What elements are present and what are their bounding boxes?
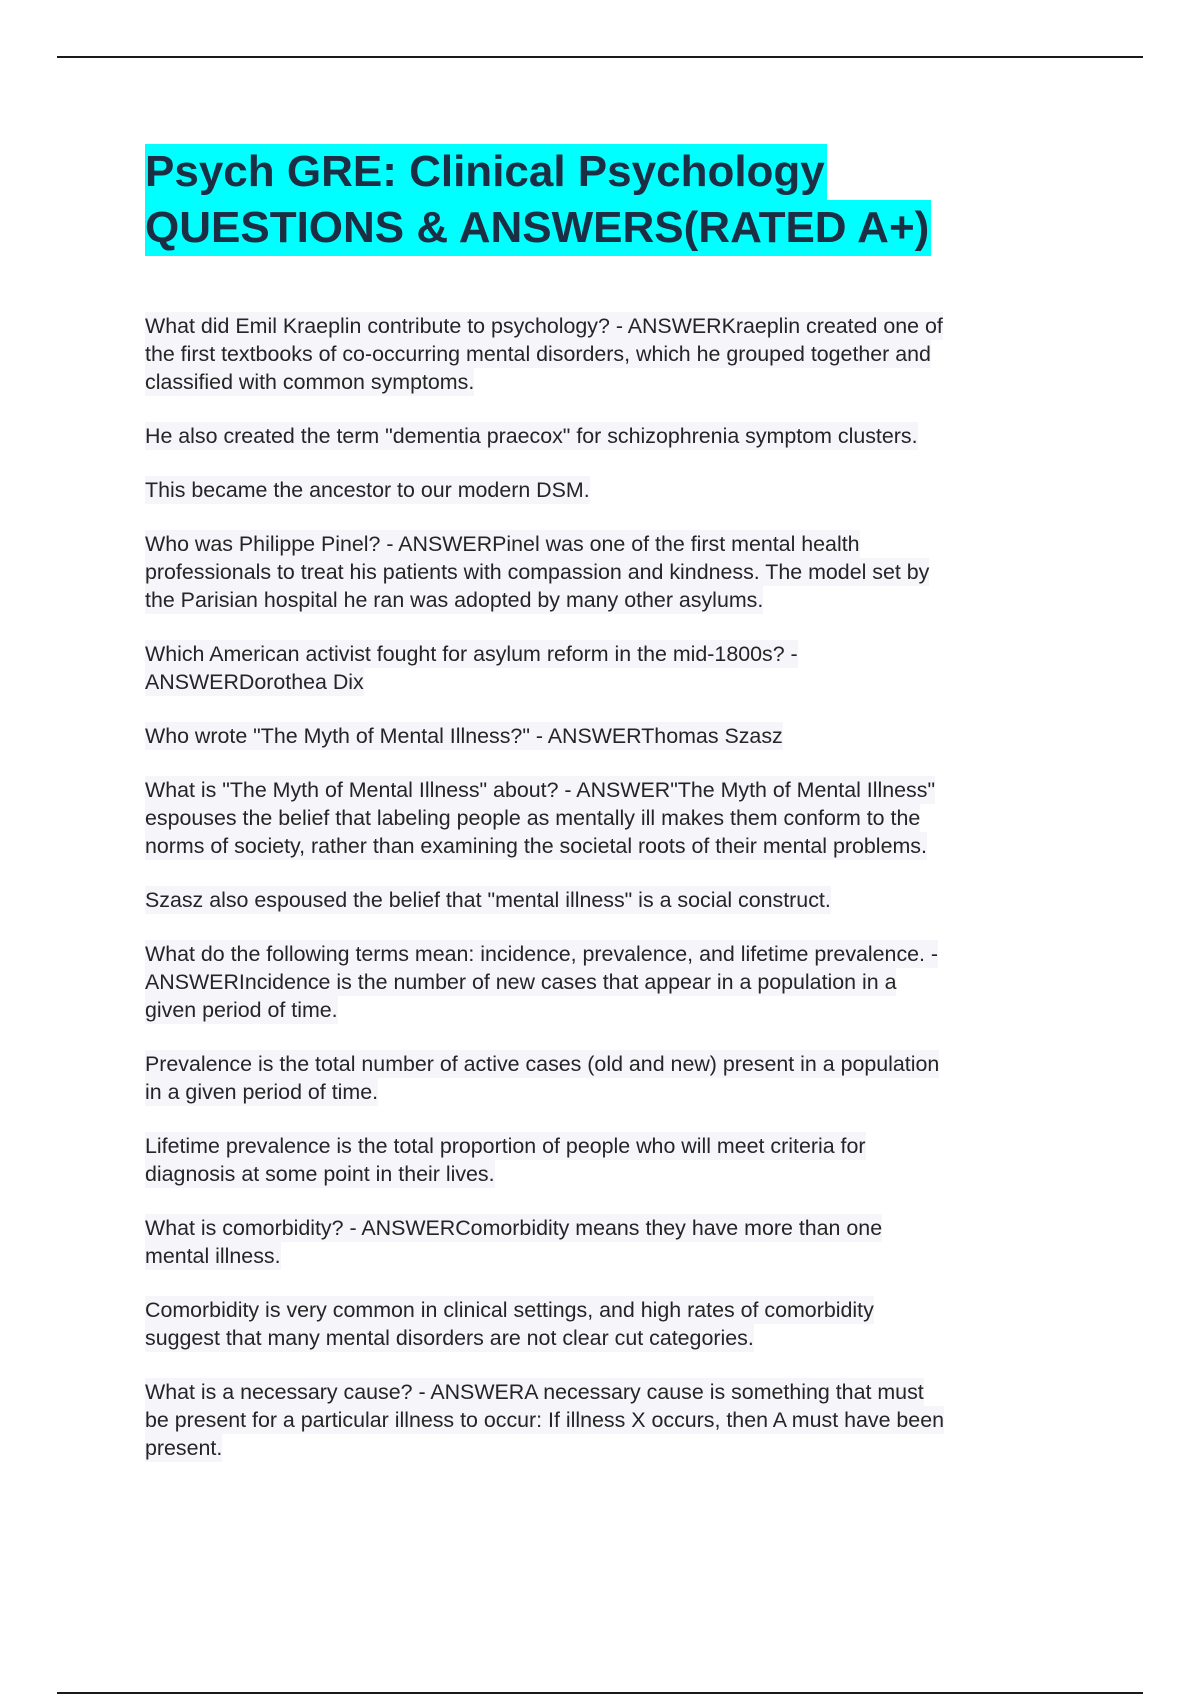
qa-paragraph bbox=[145, 1296, 1065, 1352]
paragraph-line: He also created the term "dementia praecox" for schizophrenia symptom clusters. bbox=[145, 424, 918, 448]
qa-paragraph bbox=[145, 940, 1065, 1024]
paragraph-line: What is comorbidity? - ANSWERComorbidity means they have more than one bbox=[145, 1216, 883, 1240]
paragraph-line: in a given period of time. bbox=[145, 1080, 379, 1104]
qa-paragraph bbox=[145, 776, 1065, 860]
qa-paragraph bbox=[145, 886, 1065, 914]
paragraph-line: Prevalence is the total number of active cases (old and new) present in a population bbox=[145, 1052, 940, 1076]
paragraph-line: Comorbidity is very common in clinical settings, and high rates of comorbidity bbox=[145, 1298, 874, 1322]
paragraph-line: present. bbox=[145, 1436, 223, 1460]
bottom-rule bbox=[57, 1692, 1143, 1694]
qa-paragraph bbox=[145, 422, 1065, 450]
paragraph-line: What is "The Myth of Mental Illness" about? - ANSWER"The Myth of Mental Illness" bbox=[145, 778, 936, 802]
paragraph-line: Who was Philippe Pinel? - ANSWERPinel was one of the first mental health bbox=[145, 532, 860, 556]
paragraph-line: norms of society, rather than examining the societal roots of their mental problems. bbox=[145, 834, 927, 858]
top-rule bbox=[57, 56, 1143, 58]
qa-paragraph bbox=[145, 1132, 1065, 1188]
qa-paragraph bbox=[145, 1378, 1065, 1462]
paragraph-line: Szasz also espoused the belief that "mental illness" is a social construct. bbox=[145, 888, 831, 912]
paragraph-line: ANSWERDorothea Dix bbox=[145, 670, 364, 694]
paragraph-line: Which American activist fought for asylum reform in the mid-1800s? - bbox=[145, 642, 798, 666]
paragraph-line: classified with common symptoms. bbox=[145, 370, 475, 394]
qa-paragraph bbox=[145, 722, 1065, 750]
paragraph-line: Lifetime prevalence is the total proportion of people who will meet criteria for bbox=[145, 1134, 866, 1158]
document-body bbox=[145, 312, 1065, 1488]
paragraph-line: mental illness. bbox=[145, 1244, 281, 1268]
document-title bbox=[145, 144, 1065, 256]
paragraph-line: be present for a particular illness to occur: If illness X occurs, then A must have been bbox=[145, 1408, 944, 1432]
paragraph-line: espouses the belief that labeling people as mentally ill makes them conform to the bbox=[145, 806, 921, 830]
paragraph-line: What do the following terms mean: incidence, prevalence, and lifetime prevalence. - bbox=[145, 942, 939, 966]
paragraph-line: the first textbooks of co-occurring mental disorders, which he grouped together and bbox=[145, 342, 931, 366]
qa-paragraph bbox=[145, 640, 1065, 696]
title-line: Psych GRE: Clinical Psychology bbox=[145, 144, 827, 200]
title-line: QUESTIONS & ANSWERS(RATED A+) bbox=[145, 200, 931, 256]
paragraph-line: ANSWERIncidence is the number of new cases that appear in a population in a bbox=[145, 970, 897, 994]
paragraph-line: given period of time. bbox=[145, 998, 338, 1022]
qa-paragraph bbox=[145, 312, 1065, 396]
qa-paragraph bbox=[145, 530, 1065, 614]
paragraph-line: This became the ancestor to our modern DSM. bbox=[145, 478, 590, 502]
paragraph-line: the Parisian hospital he ran was adopted by many other asylums. bbox=[145, 588, 764, 612]
paragraph-line: What is a necessary cause? - ANSWERA necessary cause is something that must bbox=[145, 1380, 924, 1404]
qa-paragraph bbox=[145, 476, 1065, 504]
paragraph-line: professionals to treat his patients with compassion and kindness. The model set by bbox=[145, 560, 930, 584]
qa-paragraph bbox=[145, 1214, 1065, 1270]
paragraph-line: suggest that many mental disorders are not clear cut categories. bbox=[145, 1326, 754, 1350]
paragraph-line: Who wrote "The Myth of Mental Illness?" - ANSWERThomas Szasz bbox=[145, 724, 783, 748]
paragraph-line: diagnosis at some point in their lives. bbox=[145, 1162, 495, 1186]
paragraph-line: What did Emil Kraeplin contribute to psychology? - ANSWERKraeplin created one of bbox=[145, 314, 943, 338]
qa-paragraph bbox=[145, 1050, 1065, 1106]
